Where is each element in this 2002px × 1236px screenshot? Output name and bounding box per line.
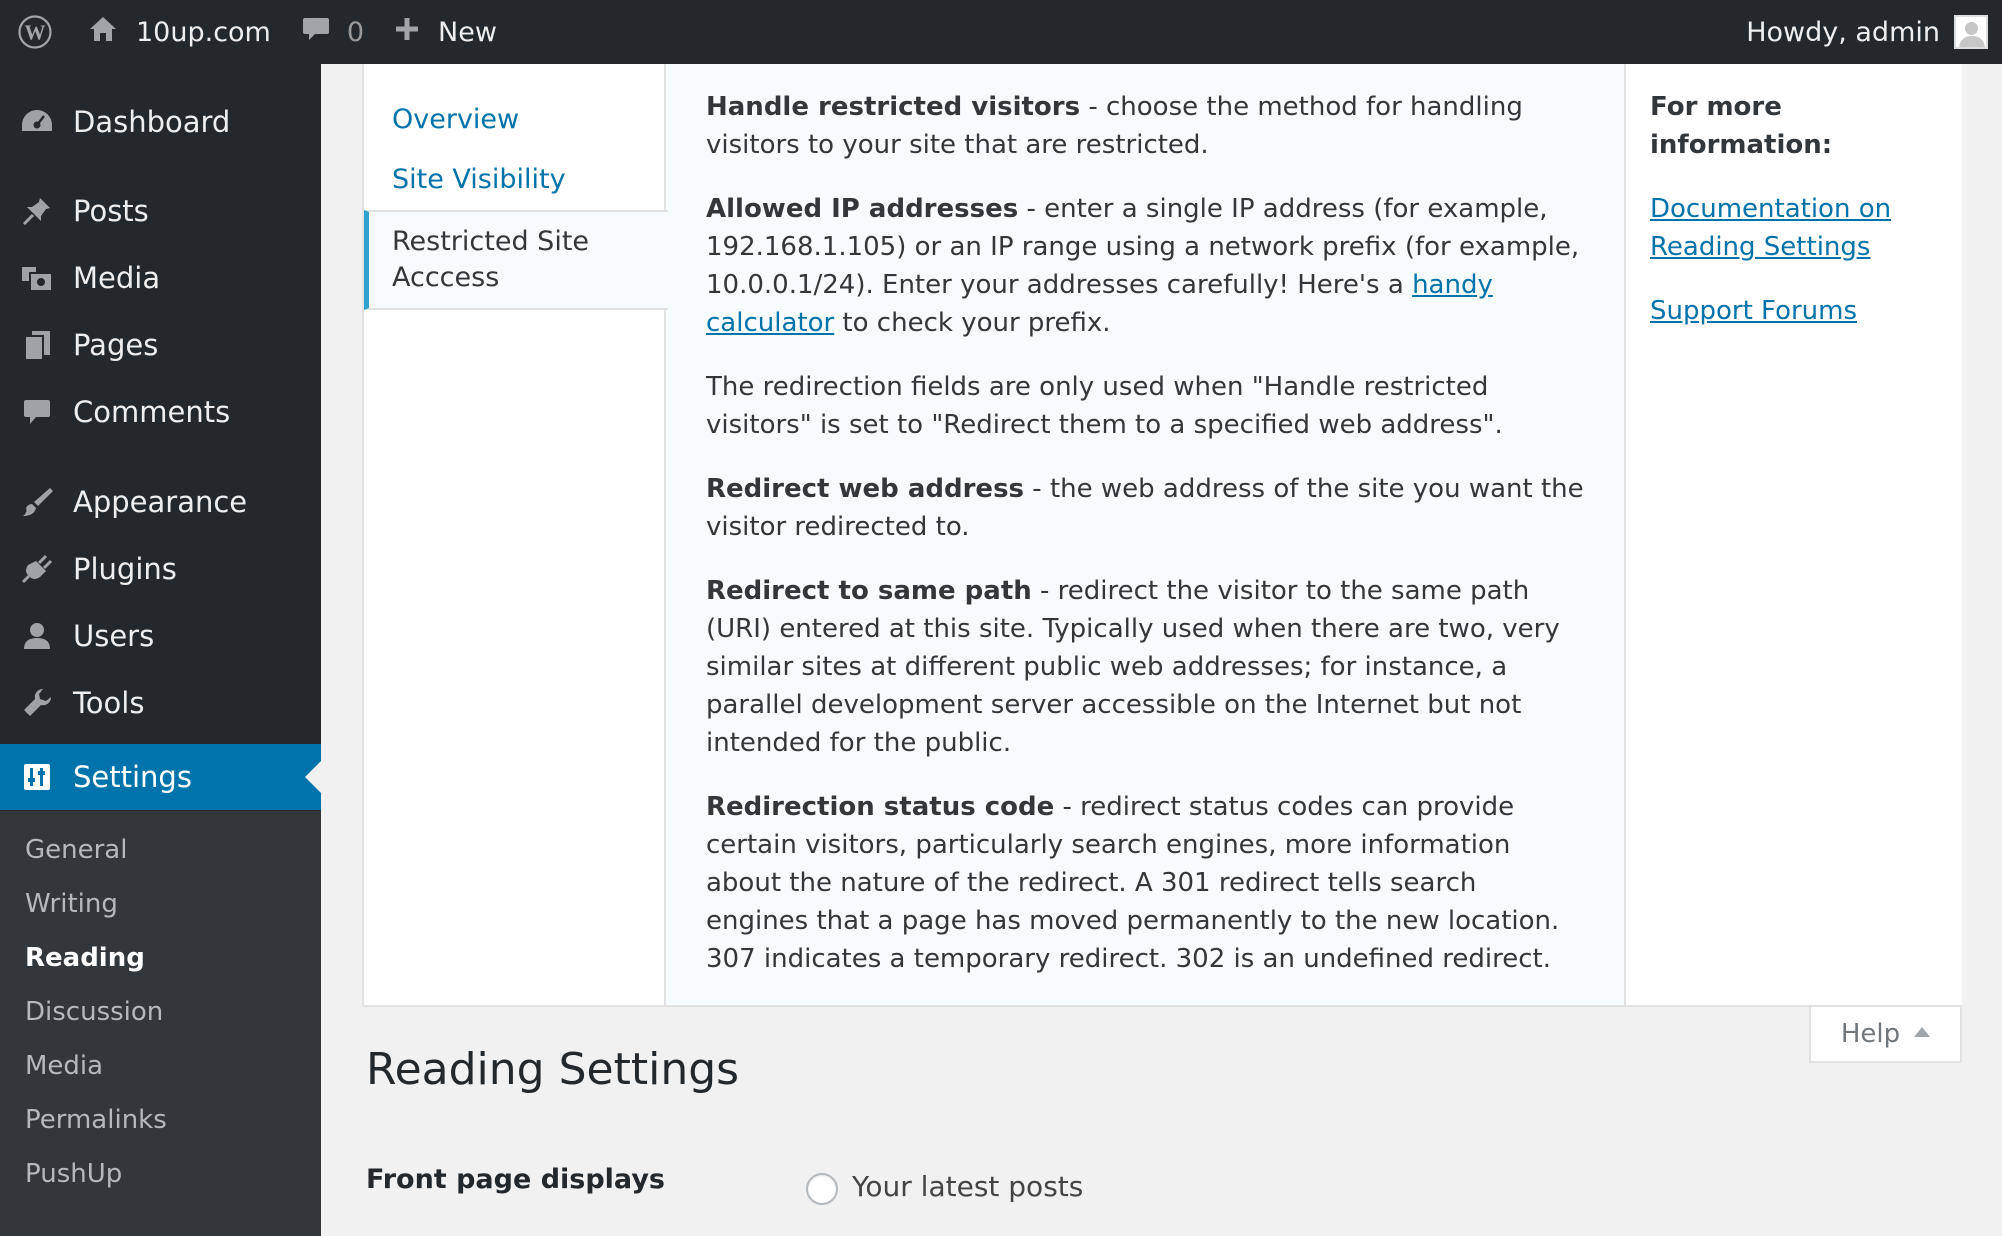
my-account-link[interactable] — [1746, 0, 1988, 64]
help-tab-overview[interactable]: Overview — [392, 104, 520, 135]
help-paragraph — [706, 88, 1584, 164]
submenu-item-reading[interactable]: Reading — [25, 943, 145, 973]
avatar — [1954, 15, 1988, 49]
help-paragraph — [706, 788, 1584, 978]
user-icon — [0, 621, 73, 651]
pages-icon — [0, 329, 73, 361]
help-text: - enter a single IP address (for example, 192.168.1.105) or an IP range using a network prefix (for example, 10.0.0.1/24). Enter your addresses carefully! Here's a — [706, 194, 1580, 300]
sidebar-item-posts[interactable] — [0, 178, 321, 244]
paintbrush-icon — [0, 486, 73, 518]
submenu-item-pushup[interactable]: PushUp — [25, 1159, 123, 1189]
submenu-item-general[interactable]: General — [25, 835, 128, 865]
comment-icon — [0, 397, 73, 427]
help-text: - the web address of the site you want the visitor redirected to. — [706, 474, 1584, 542]
sidebar-item-label: Users — [73, 619, 155, 653]
handy-calculator-link[interactable]: handy calculator — [706, 270, 1493, 338]
settings-submenu-panel — [0, 811, 321, 1219]
help-text: - choose the method for handling visitors to your site that are restricted. — [706, 92, 1523, 160]
help-toggle-button[interactable] — [1809, 1007, 1962, 1063]
help-tabs — [364, 64, 666, 1005]
sidebar-item-comments[interactable] — [0, 379, 321, 445]
sidebar-item-label: Appearance — [73, 485, 248, 519]
sidebar-item-plugins[interactable] — [0, 536, 321, 602]
sidebar-item-users[interactable] — [0, 603, 321, 669]
help-tab-site-visibility[interactable]: Site Visibility — [392, 164, 566, 195]
home-icon — [88, 15, 118, 50]
submenu-item-permalinks[interactable]: Permalinks — [25, 1105, 167, 1135]
sidebar-item-label: Comments — [73, 395, 231, 429]
plugin-icon — [0, 553, 73, 585]
help-sidebar — [1624, 64, 1962, 1005]
help-paragraph — [706, 572, 1584, 762]
caret-up-icon — [1914, 1027, 1930, 1037]
submenu-item-writing[interactable]: Writing — [25, 889, 118, 919]
help-term: Redirect to same path — [706, 576, 1032, 606]
settings-icon — [0, 762, 73, 792]
sidebar-item-media[interactable] — [0, 245, 321, 311]
sidebar-item-tools[interactable] — [0, 670, 321, 736]
help-term: Handle restricted visitors — [706, 92, 1081, 122]
help-paragraph — [706, 190, 1584, 342]
sidebar-item-dashboard[interactable] — [0, 89, 321, 155]
help-term: Redirection status code — [706, 792, 1055, 822]
new-content-link[interactable] — [394, 0, 497, 64]
help-term: Redirect web address — [706, 474, 1025, 504]
svg-text:W: W — [24, 20, 46, 45]
sidebar-item-label: Settings — [73, 760, 192, 794]
help-tab-restricted-site-access[interactable]: Restricted Site Acccess — [364, 210, 668, 310]
comments-count: 0 — [346, 16, 365, 48]
sidebar-item-settings[interactable] — [0, 744, 321, 810]
help-paragraph: The redirection fields are only used when "Handle restricted visitors" is set to "Redirect them to a specified web address". — [706, 372, 1503, 440]
help-term: Allowed IP addresses — [706, 194, 1019, 224]
help-text: to check your prefix. — [834, 308, 1111, 338]
new-label: New — [438, 16, 497, 48]
front-page-displays-label: Front page displays — [366, 1164, 665, 1195]
wrench-icon — [0, 687, 73, 719]
sidebar-item-label: Dashboard — [73, 105, 231, 139]
help-toggle-label: Help — [1840, 1019, 1901, 1049]
howdy-text: Howdy, admin — [1746, 16, 1940, 48]
pushpin-icon — [0, 195, 73, 227]
sidebar-item-label: Tools — [73, 686, 145, 720]
documentation-link[interactable]: Documentation on Reading Settings — [1650, 194, 1892, 262]
sidebar-item-label: Posts — [73, 194, 149, 228]
latest-posts-label[interactable]: Your latest posts — [852, 1170, 1084, 1203]
media-icon — [0, 263, 73, 293]
site-name-link[interactable] — [70, 0, 301, 64]
help-sidebar-title: For more information: — [1650, 92, 1833, 160]
comments-link[interactable] — [301, 0, 394, 64]
comment-bubble-icon — [301, 15, 331, 50]
sidebar-item-label: Pages — [73, 328, 159, 362]
plus-icon — [394, 16, 420, 49]
help-text: - redirect the visitor to the same path (URI) entered at this site. Typically used when there are two, very similar sites at different public web addresses; for instance, a parallel development server accessible on the Internet but not intended for the public. — [706, 576, 1560, 758]
contextual-help-panel — [362, 64, 1962, 1007]
help-text: - redirect status codes can provide certain visitors, particularly search engines, more information about the nature of the redirect. A 301 redirect tells search engines that a page has moved permanently to the new location. 307 indicates a temporary redirect. 302 is an undefined redirect. — [706, 792, 1560, 974]
submenu-item-media[interactable]: Media — [25, 1051, 104, 1081]
dashboard-icon — [0, 107, 73, 137]
sidebar-item-label: Media — [73, 261, 161, 295]
admin-bar — [0, 0, 2002, 64]
submenu-item-discussion[interactable]: Discussion — [25, 997, 164, 1027]
page-title: Reading Settings — [366, 1044, 740, 1095]
help-content — [666, 64, 1624, 1005]
support-forums-link[interactable]: Support Forums — [1650, 296, 1858, 326]
sidebar-item-label: Plugins — [73, 552, 177, 586]
help-paragraph — [706, 470, 1584, 546]
latest-posts-radio[interactable] — [806, 1173, 838, 1205]
site-name: 10up.com — [136, 16, 271, 48]
wordpress-logo-icon[interactable] — [0, 0, 70, 64]
sidebar-item-appearance[interactable] — [0, 469, 321, 535]
sidebar-item-pages[interactable] — [0, 312, 321, 378]
